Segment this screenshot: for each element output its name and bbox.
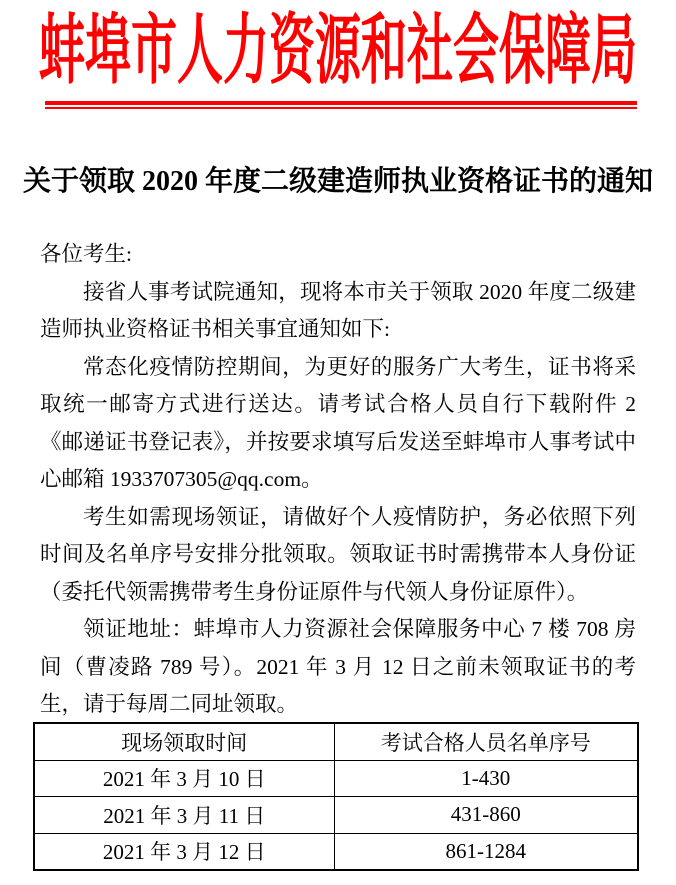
pickup-date-cell: 2021 年 3 月 10 日 <box>34 760 334 797</box>
serial-range-cell: 431-860 <box>334 797 638 834</box>
column-header-pickup-time: 现场领取时间 <box>34 723 334 760</box>
paragraph-intro: 接省人事考试院通知，现将本市关于领取 2020 年度二级建造师执业资格证书相关事宜通知如下: <box>40 279 636 341</box>
notice-title: 关于领取 2020 年度二级建造师执业资格证书的通知 <box>22 166 653 197</box>
paragraph-onsite-pickup: 考生如需现场领证，请做好个人疫情防护，务必依照下列时间及名单序号安排分批领取。领取证书时需携带本人身份证（委托代领需携带考生身份证原件与代领人身份证原件）。 <box>40 504 636 604</box>
notice-body <box>40 236 636 724</box>
table-header-row <box>34 723 638 760</box>
table-row <box>34 833 638 870</box>
org-name-heading: 蚌埠市人力资源和社会保障局 <box>39 7 637 94</box>
salutation: 各位考生: <box>40 242 132 266</box>
serial-range-cell: 1-430 <box>334 760 638 797</box>
pickup-date-cell: 2021 年 3 月 11 日 <box>34 797 334 834</box>
paragraph-address: 领证地址：蚌埠市人力资源社会保障服务中心 7 楼 708 房间（曹凌路 789 号）。2021 年 3 月 12 日之前未领取证书的考生，请于每周二同址领取。 <box>40 617 636 716</box>
serial-range-cell: 861-1284 <box>334 833 638 870</box>
pickup-date-cell: 2021 年 3 月 12 日 <box>34 833 334 870</box>
table-row <box>34 797 638 834</box>
pickup-schedule-table <box>33 722 639 871</box>
letterhead <box>0 7 676 94</box>
column-header-serial-range: 考试合格人员名单序号 <box>334 723 638 760</box>
letterhead-double-rule <box>45 101 637 109</box>
paragraph-mailing: 常态化疫情防控期间，为更好的服务广大考生，证书将采取统一邮寄方式进行送达。请考试合格人员自行下载附件 2《邮递证书登记表》，并按要求填写后发送至蚌埠市人事考试中心邮箱 1933707305@qq.com。 <box>40 354 636 491</box>
table-row <box>34 760 638 797</box>
